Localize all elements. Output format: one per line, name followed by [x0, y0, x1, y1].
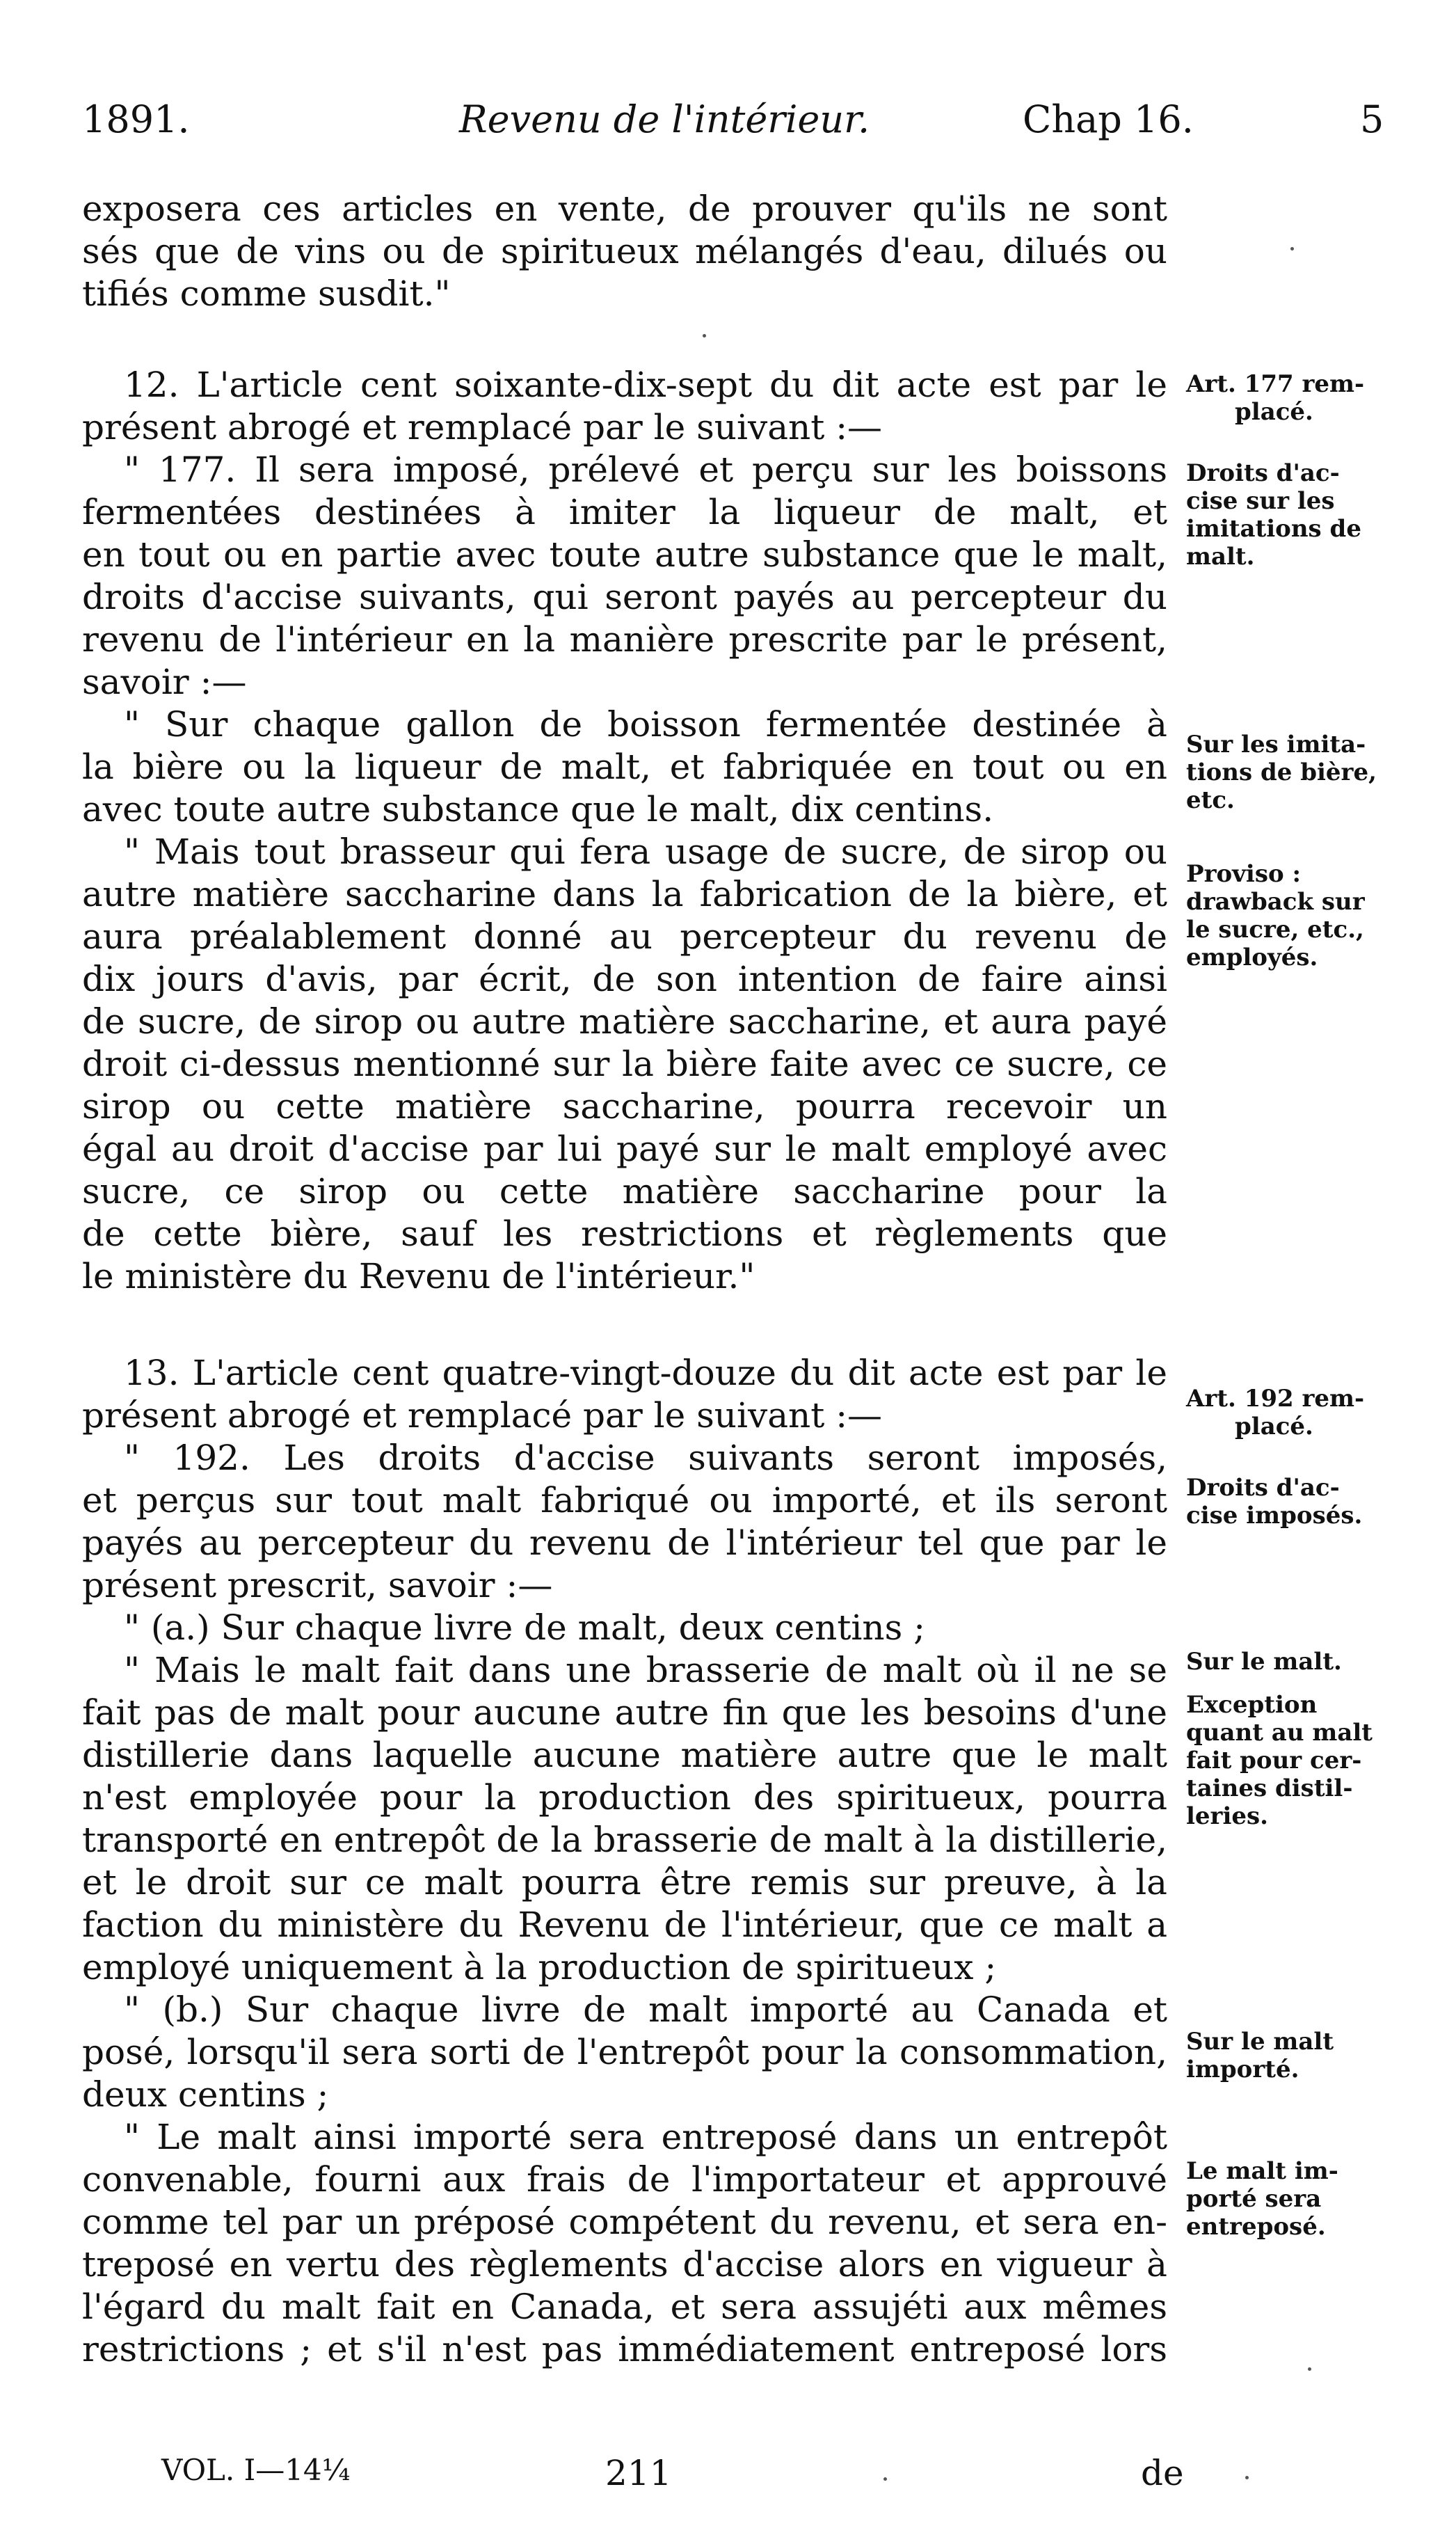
margin-note-line: fait pour cer- — [1186, 1747, 1362, 1774]
scan-speck — [703, 334, 706, 337]
body-line: treposé en vertu des règlements d'accise alors en vigueur à — [82, 2244, 1167, 2285]
section-12-line: 12. L'article cent soixante-dix-sept du dit acte est par le — [124, 365, 1167, 405]
body-line: sirop ou cette matière saccharine, pourra recevoir un — [82, 1086, 1167, 1127]
body-line: " Mais le malt fait dans une brasserie de malt où il ne se — [124, 1650, 1167, 1690]
body-line: " Mais tout brasseur qui fera usage de sucre, de sirop ou — [124, 832, 1167, 872]
body-line: égal au droit d'accise par lui payé sur le malt employé avec — [82, 1129, 1167, 1169]
margin-note-line: Art. 177 rem- — [1186, 370, 1365, 398]
margin-note-line: cise sur les — [1186, 487, 1335, 515]
body-line: exposera ces articles en vente, de prouver qu'ils ne sont — [82, 189, 1167, 229]
margin-note-line: Exception — [1186, 1691, 1318, 1719]
footer-catchword: de — [1141, 2453, 1184, 2493]
body-line: fait pas de malt pour aucune autre fin que les besoins d'une — [82, 1692, 1167, 1733]
margin-note-malt-importe — [1186, 2028, 1443, 2083]
margin-note-line: drawback sur — [1186, 888, 1365, 916]
margin-note-line: etc. — [1186, 786, 1235, 814]
scan-speck — [1245, 2476, 1249, 2479]
scan-speck — [883, 2477, 887, 2481]
body-line: présent abrogé et remplacé par le suivant :— — [82, 407, 883, 447]
margin-note-line: cise imposés. — [1186, 1502, 1363, 1530]
body-line: convenable, fourni aux frais de l'importateur et approuvé — [82, 2159, 1167, 2200]
body-line: revenu de l'intérieur en la manière prescrite par le présent, — [82, 619, 1167, 660]
body-line: aura préalablement donné au percepteur du revenu de — [82, 916, 1167, 957]
section-13-line: 13. L'article cent quatre-vingt-douze du dit acte est par le — [124, 1353, 1167, 1393]
margin-note-line: imitations de — [1186, 515, 1361, 543]
margin-note-line: quant au malt — [1186, 1719, 1373, 1747]
margin-note-sur-le-malt — [1186, 1648, 1443, 1676]
margin-note-line: malt. — [1186, 543, 1255, 571]
body-line: faction du ministère du Revenu de l'intérieur, que ce malt a — [82, 1905, 1167, 1945]
footer-page-total: 211 — [605, 2453, 672, 2493]
body-line: et le droit sur ce malt pourra être remis sur preuve, à la — [82, 1862, 1167, 1903]
body-line: de cette bière, sauf les restrictions et règlements que — [82, 1214, 1167, 1254]
margin-note-malt-entrepose — [1186, 2157, 1443, 2241]
article-177-line: " 177. Il sera imposé, prélevé et perçu sur les boissons — [124, 450, 1167, 490]
margin-note-art-177 — [1186, 370, 1443, 426]
margin-note-line: tions de bière, — [1186, 758, 1377, 786]
margin-note-line: Sur le malt. — [1186, 1648, 1342, 1676]
margin-note-line: porté sera — [1186, 2185, 1322, 2213]
margin-note-exception — [1186, 1691, 1443, 1830]
body-line: et perçus sur tout malt fabriqué ou importé, et ils seront — [82, 1480, 1167, 1520]
margin-note-line: Art. 192 rem- — [1186, 1385, 1365, 1413]
body-line: tifiés comme susdit." — [82, 273, 451, 314]
body-line: sucre, ce sirop ou cette matière saccharine pour la — [82, 1171, 1167, 1212]
body-line: " (b.) Sur chaque livre de malt importé au Canada et — [124, 1989, 1167, 2030]
article-192-line: " 192. Les droits d'accise suivants seront imposés, — [124, 1438, 1167, 1478]
body-line: " (a.) Sur chaque livre de malt, deux centins ; — [124, 1607, 926, 1648]
margin-note-line: entreposé. — [1186, 2213, 1326, 2241]
body-line: " Sur chaque gallon de boisson fermentée destinée à — [124, 704, 1167, 745]
margin-note-line: Proviso : — [1186, 860, 1302, 888]
margin-note-line: Sur le malt — [1186, 2028, 1334, 2056]
body-line: droits d'accise suivants, qui seront payés au percepteur du — [82, 577, 1167, 617]
body-line: l'égard du malt fait en Canada, et sera assujéti aux mêmes — [82, 2287, 1167, 2327]
margin-note-line: leries. — [1186, 1802, 1268, 1830]
body-line: savoir :— — [82, 662, 247, 702]
body-line: restrictions ; et s'il n'est pas immédiatement entreposé lors — [82, 2329, 1167, 2369]
running-header — [0, 97, 1456, 160]
body-line: autre matière saccharine dans la fabrication de la bière, et — [82, 874, 1167, 914]
margin-note-line: placé. — [1235, 1413, 1313, 1440]
margin-note-line: Le malt im- — [1186, 2157, 1338, 2185]
body-line: employé uniquement à la production de spiritueux ; — [82, 1947, 997, 1987]
margin-note-line: placé. — [1235, 398, 1313, 426]
body-line: payés au percepteur du revenu de l'intérieur tel que par le — [82, 1523, 1167, 1563]
body-line: présent prescrit, savoir :— — [82, 1565, 553, 1605]
margin-note-art-192 — [1186, 1385, 1443, 1440]
body-line: n'est employée pour la production des spiritueux, pourra — [82, 1777, 1167, 1818]
body-line: le ministère du Revenu de l'intérieur." — [82, 1256, 755, 1296]
body-line: distillerie dans laquelle aucune matière autre que le malt — [82, 1735, 1167, 1775]
body-line: posé, lorsqu'il sera sorti de l'entrepôt pour la consommation, — [82, 2032, 1167, 2072]
margin-note-line: le sucre, etc., — [1186, 916, 1364, 944]
margin-note-line: employés. — [1186, 944, 1318, 971]
body-line: avec toute autre substance que le malt, dix centins. — [82, 789, 994, 829]
body-line: comme tel par un préposé compétent du revenu, et sera en- — [82, 2202, 1167, 2242]
margin-note-line: Droits d'ac- — [1186, 459, 1340, 487]
header-year: 1891. — [82, 97, 190, 141]
margin-note-line: Droits d'ac- — [1186, 1474, 1340, 1502]
header-title: Revenu de l'intérieur. — [459, 97, 870, 141]
body-line: la bière ou la liqueur de malt, et fabriquée en tout ou en — [82, 747, 1167, 787]
body-line: en tout ou en partie avec toute autre substance que le malt, — [82, 534, 1167, 575]
margin-note-droits-imposes — [1186, 1474, 1443, 1530]
body-line: présent abrogé et remplacé par le suivant :— — [82, 1395, 883, 1436]
margin-note-proviso — [1186, 860, 1443, 971]
scan-speck — [1290, 247, 1294, 251]
body-line: droit ci-dessus mentionné sur la bière faite avec ce sucre, ce — [82, 1044, 1167, 1084]
body-line: dix jours d'avis, par écrit, de son intention de faire ainsi — [82, 959, 1167, 999]
body-line: " Le malt ainsi importé sera entreposé dans un entrepôt — [124, 2117, 1167, 2157]
margin-note-line: taines distil- — [1186, 1774, 1353, 1802]
header-chapter: Chap 16. — [1023, 97, 1194, 141]
margin-note-line: importé. — [1186, 2056, 1299, 2083]
scan-speck — [1308, 2367, 1311, 2371]
body-line: de sucre, de sirop ou autre matière saccharine, et aura payé — [82, 1001, 1167, 1042]
body-line: sés que de vins ou de spiritueux mélangés d'eau, dilués ou — [82, 231, 1167, 271]
margin-note-line: Sur les imita- — [1186, 731, 1366, 758]
footer-signature: VOL. I—14¼ — [161, 2453, 351, 2487]
body-text — [82, 188, 1167, 2371]
margin-note-imitations-biere — [1186, 731, 1443, 814]
body-line: transporté en entrepôt de la brasserie de malt à la distillerie, — [82, 1820, 1167, 1860]
body-line: deux centins ; — [82, 2074, 329, 2115]
margin-note-droits-imitations — [1186, 459, 1443, 571]
body-line: fermentées destinées à imiter la liqueur de malt, et — [82, 492, 1167, 532]
header-page-number: 5 — [1360, 97, 1384, 141]
